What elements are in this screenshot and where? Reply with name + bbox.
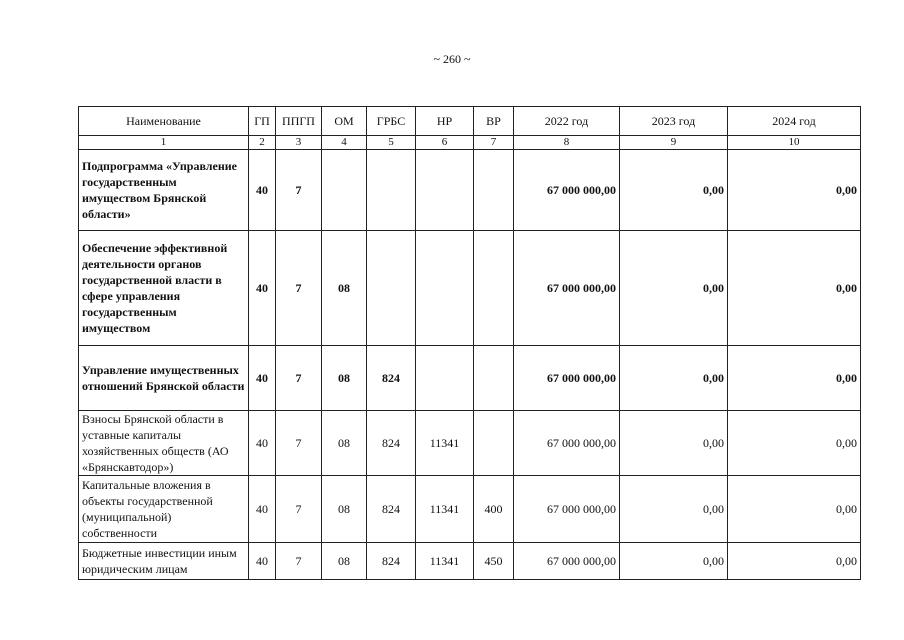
row-amount-2023: 0,00	[620, 411, 728, 476]
row-amount-2022: 67 000 000,00	[514, 231, 620, 346]
table-row	[79, 543, 861, 580]
row-amount-2024: 0,00	[728, 346, 861, 411]
column-number: 3	[276, 136, 322, 150]
table-row	[79, 231, 861, 346]
row-nr	[416, 231, 474, 346]
page-number: ~ 260 ~	[433, 52, 471, 66]
row-amount-2022: 67 000 000,00	[514, 543, 620, 580]
header-ppgp: ППГП	[276, 107, 322, 136]
row-amount-2022: 67 000 000,00	[514, 476, 620, 543]
table-row	[79, 150, 861, 231]
column-number: 1	[79, 136, 249, 150]
row-gp: 40	[249, 231, 276, 346]
row-name: Взносы Брянской области в уставные капиталы хозяйственных обществ (АО «Брянскавтодор»)	[79, 411, 249, 476]
row-gp: 40	[249, 346, 276, 411]
header-gp: ГП	[249, 107, 276, 136]
row-vr: 450	[474, 543, 514, 580]
header-name: Наименование	[79, 107, 249, 136]
row-ppgp: 7	[276, 346, 322, 411]
row-nr	[416, 346, 474, 411]
row-vr	[474, 150, 514, 231]
row-om: 08	[322, 231, 367, 346]
row-om: 08	[322, 346, 367, 411]
row-nr	[416, 150, 474, 231]
column-number: 9	[620, 136, 728, 150]
row-vr	[474, 411, 514, 476]
row-amount-2024: 0,00	[728, 411, 861, 476]
header-2023: 2023 год	[620, 107, 728, 136]
row-amount-2024: 0,00	[728, 150, 861, 231]
row-amount-2023: 0,00	[620, 231, 728, 346]
row-ppgp: 7	[276, 476, 322, 543]
column-number: 7	[474, 136, 514, 150]
row-gp: 40	[249, 543, 276, 580]
row-ppgp: 7	[276, 150, 322, 231]
row-amount-2023: 0,00	[620, 543, 728, 580]
column-number-row	[79, 136, 861, 150]
header-nr: НР	[416, 107, 474, 136]
header-om: ОМ	[322, 107, 367, 136]
row-amount-2024: 0,00	[728, 476, 861, 543]
row-om	[322, 150, 367, 231]
row-om: 08	[322, 543, 367, 580]
row-ppgp: 7	[276, 543, 322, 580]
row-amount-2022: 67 000 000,00	[514, 346, 620, 411]
row-name: Капитальные вложения в объекты государственной (муниципальной) собственности	[79, 476, 249, 543]
row-gp: 40	[249, 476, 276, 543]
header-grbs: ГРБС	[367, 107, 416, 136]
row-vr: 400	[474, 476, 514, 543]
row-amount-2024: 0,00	[728, 543, 861, 580]
row-nr: 11341	[416, 476, 474, 543]
row-amount-2022: 67 000 000,00	[514, 411, 620, 476]
table-row	[79, 476, 861, 543]
row-name: Обеспечение эффективной деятельности органов государственной власти в сфере управления государственным имуществом	[79, 231, 249, 346]
row-name: Управление имущественных отношений Брянской области	[79, 346, 249, 411]
table-row	[79, 411, 861, 476]
row-vr	[474, 346, 514, 411]
row-om: 08	[322, 476, 367, 543]
column-number: 10	[728, 136, 861, 150]
header-row	[79, 107, 861, 136]
row-grbs: 824	[367, 346, 416, 411]
row-om: 08	[322, 411, 367, 476]
row-amount-2023: 0,00	[620, 346, 728, 411]
column-number: 2	[249, 136, 276, 150]
budget-table	[78, 106, 861, 580]
row-amount-2023: 0,00	[620, 476, 728, 543]
row-grbs: 824	[367, 411, 416, 476]
row-grbs: 824	[367, 476, 416, 543]
row-ppgp: 7	[276, 231, 322, 346]
row-ppgp: 7	[276, 411, 322, 476]
row-grbs	[367, 150, 416, 231]
row-amount-2022: 67 000 000,00	[514, 150, 620, 231]
row-amount-2023: 0,00	[620, 150, 728, 231]
header-vr: ВР	[474, 107, 514, 136]
column-number: 8	[514, 136, 620, 150]
row-gp: 40	[249, 150, 276, 231]
table-row	[79, 346, 861, 411]
row-grbs	[367, 231, 416, 346]
row-nr: 11341	[416, 411, 474, 476]
row-name: Подпрограмма «Управление государственным имуществом Брянской области»	[79, 150, 249, 231]
row-vr	[474, 231, 514, 346]
row-name: Бюджетные инвестиции иным юридическим лицам	[79, 543, 249, 580]
column-number: 5	[367, 136, 416, 150]
row-amount-2024: 0,00	[728, 231, 861, 346]
row-gp: 40	[249, 411, 276, 476]
row-grbs: 824	[367, 543, 416, 580]
column-number: 6	[416, 136, 474, 150]
header-2024: 2024 год	[728, 107, 861, 136]
row-nr: 11341	[416, 543, 474, 580]
column-number: 4	[322, 136, 367, 150]
header-2022: 2022 год	[514, 107, 620, 136]
